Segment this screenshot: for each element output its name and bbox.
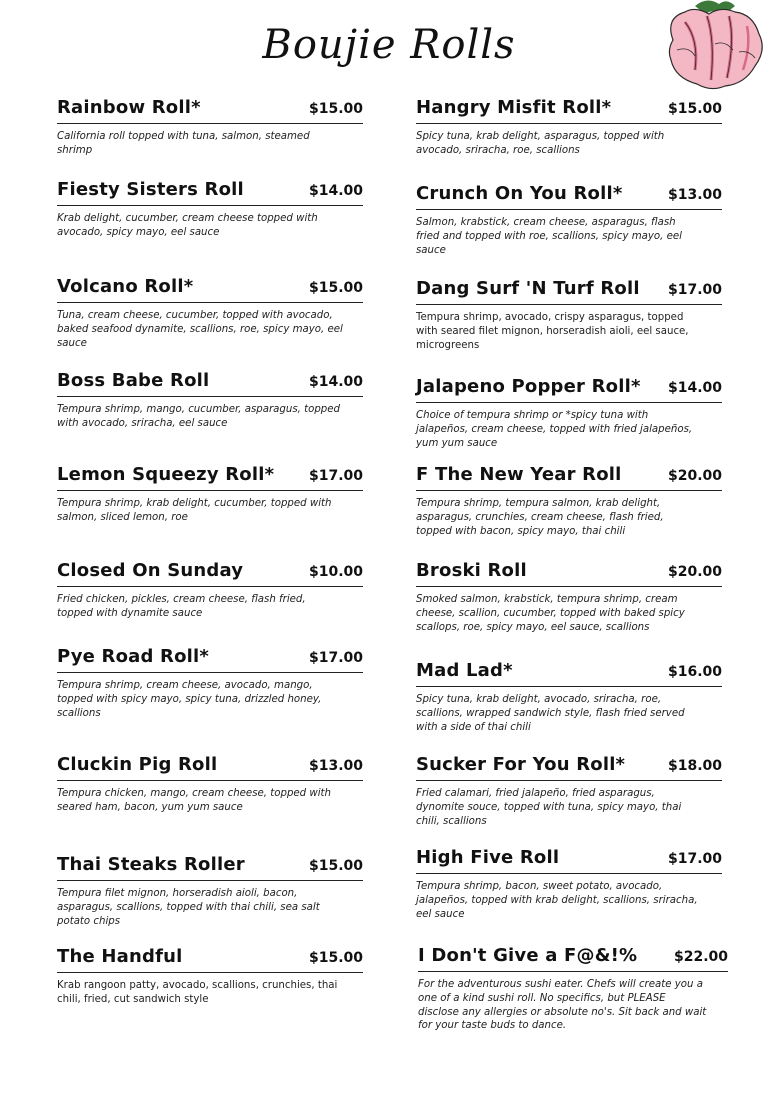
menu-item [57, 97, 363, 158]
item-description: Spicy tuna, krab delight, asparagus, topped with avocado, sriracha, roe, scallions [416, 131, 665, 156]
item-description: Salmon, krabstick, cream cheese, asparagus, flash fried and topped with roe, scallions, spicy mayo, eel sauce [416, 217, 682, 256]
item-price: $15.00 [308, 950, 363, 966]
item-description: Tempura chicken, mango, cream cheese, topped with seared ham, bacon, yum yum sauce [57, 788, 331, 813]
item-name: Pye Road Roll* [57, 646, 210, 667]
menu-item [57, 646, 363, 720]
item-name: Volcano Roll* [57, 276, 194, 297]
item-price: $18.00 [667, 758, 722, 774]
item-price: $16.00 [667, 664, 722, 680]
menu-item [416, 183, 722, 257]
item-price: $14.00 [667, 380, 722, 396]
item-price: $22.00 [673, 949, 728, 965]
flower-illustration-icon [655, 0, 778, 92]
item-price: $10.00 [308, 564, 363, 580]
item-description: Spicy tuna, krab delight, avocado, sriracha, roe, scallions, wrapped sandwich style, flash fried served with a side of thai chili [416, 694, 685, 733]
item-name: Mad Lad* [416, 660, 513, 681]
menu-item [416, 278, 722, 352]
item-name: I Don't Give a F@&!% [418, 945, 638, 966]
item-name: Rainbow Roll* [57, 97, 201, 118]
menu-item [416, 847, 722, 921]
item-name: Closed On Sunday [57, 560, 244, 581]
menu-item [57, 946, 363, 1007]
item-description: Tuna, cream cheese, cucumber, topped with avocado, baked seafood dynamite, scallions, roe, spicy mayo, eel sauce [57, 310, 343, 349]
item-name: Fiesty Sisters Roll [57, 179, 244, 200]
item-price: $20.00 [667, 468, 722, 484]
item-name: Broski Roll [416, 560, 527, 581]
item-description: Krab delight, cucumber, cream cheese topped with avocado, spicy mayo, eel sauce [57, 213, 318, 238]
item-name: Crunch On You Roll* [416, 183, 623, 204]
menu-item [416, 464, 722, 538]
item-price: $13.00 [667, 187, 722, 203]
menu-item [57, 464, 363, 525]
item-price: $17.00 [308, 650, 363, 666]
item-description: For the adventurous sushi eater. Chefs will create you a one of a kind sushi roll. No specifics, but PLEASE disclose any allergies or absolute no's. Sit back and wait for your taste buds to dance. [418, 979, 707, 1032]
item-price: $17.00 [667, 282, 722, 298]
item-name: Dang Surf 'N Turf Roll [416, 278, 640, 299]
item-name: Thai Steaks Roller [57, 854, 245, 875]
item-name: Cluckin Pig Roll [57, 754, 218, 775]
item-price: $17.00 [308, 468, 363, 484]
menu-item [57, 276, 363, 350]
item-description: Tempura filet mignon, horseradish aioli, bacon, asparagus, scallions, topped with thai chili, sea salt potato chips [57, 888, 320, 927]
item-price: $15.00 [308, 101, 363, 117]
menu-item [57, 179, 363, 240]
item-name: Lemon Squeezy Roll* [57, 464, 275, 485]
item-price: $14.00 [308, 183, 363, 199]
menu-item [416, 376, 722, 450]
item-name: Hangry Misfit Roll* [416, 97, 612, 118]
item-description: Tempura shrimp, bacon, sweet potato, avocado, jalapeños, topped with krab delight, scallions, sriracha, eel sauce [416, 881, 698, 920]
menu-title: Boujie Rolls [262, 22, 516, 68]
item-description: California roll topped with tuna, salmon, steamed shrimp [57, 131, 310, 156]
item-price: $14.00 [308, 374, 363, 390]
menu-item [416, 97, 722, 158]
item-description: Tempura shrimp, mango, cucumber, asparagus, topped with avocado, sriracha, eel sauce [57, 404, 340, 429]
menu-item [57, 560, 363, 621]
item-description: Tempura shrimp, avocado, crispy asparagus, topped with seared filet mignon, horseradish aioli, eel sauce, microgreens [416, 312, 689, 351]
item-name: Jalapeno Popper Roll* [416, 376, 641, 397]
item-description: Tempura shrimp, krab delight, cucumber, topped with salmon, sliced lemon, roe [57, 498, 332, 523]
item-price: $17.00 [667, 851, 722, 867]
menu-item [416, 660, 722, 734]
menu-item [57, 754, 363, 815]
menu-item [416, 560, 722, 634]
item-name: Boss Babe Roll [57, 370, 210, 391]
item-description: Fried chicken, pickles, cream cheese, flash fried, topped with dynamite sauce [57, 594, 306, 619]
item-description: Krab rangoon patty, avocado, scallions, crunchies, thai chili, fried, cut sandwich style [57, 980, 338, 1005]
item-description: Tempura shrimp, tempura salmon, krab delight, asparagus, crunchies, cream cheese, flash fried, topped with bacon, spicy mayo, thai chili [416, 498, 664, 537]
item-name: Sucker For You Roll* [416, 754, 626, 775]
menu-item [416, 754, 722, 828]
item-price: $20.00 [667, 564, 722, 580]
item-description: Tempura shrimp, cream cheese, avocado, mango, topped with spicy mayo, spicy tuna, drizzled honey, scallions [57, 680, 322, 719]
item-description: Choice of tempura shrimp or *spicy tuna with jalapeños, cream cheese, topped with fried jalapeños, yum yum sauce [416, 410, 693, 449]
item-description: Smoked salmon, krabstick, tempura shrimp, cream cheese, scallion, cucumber, topped with baked spicy scallops, roe, spicy mayo, eel sauce, scallions [416, 594, 685, 633]
item-description: Fried calamari, fried jalapeño, fried asparagus, dynomite souce, topped with tuna, spicy mayo, thai chili, scallions [416, 788, 682, 827]
item-price: $15.00 [308, 280, 363, 296]
item-name: The Handful [57, 946, 183, 967]
item-price: $13.00 [308, 758, 363, 774]
menu-item [57, 370, 363, 431]
menu-item [57, 854, 363, 928]
item-price: $15.00 [667, 101, 722, 117]
menu-item [418, 945, 728, 1033]
item-name: F The New Year Roll [416, 464, 622, 485]
item-name: High Five Roll [416, 847, 560, 868]
item-price: $15.00 [308, 858, 363, 874]
